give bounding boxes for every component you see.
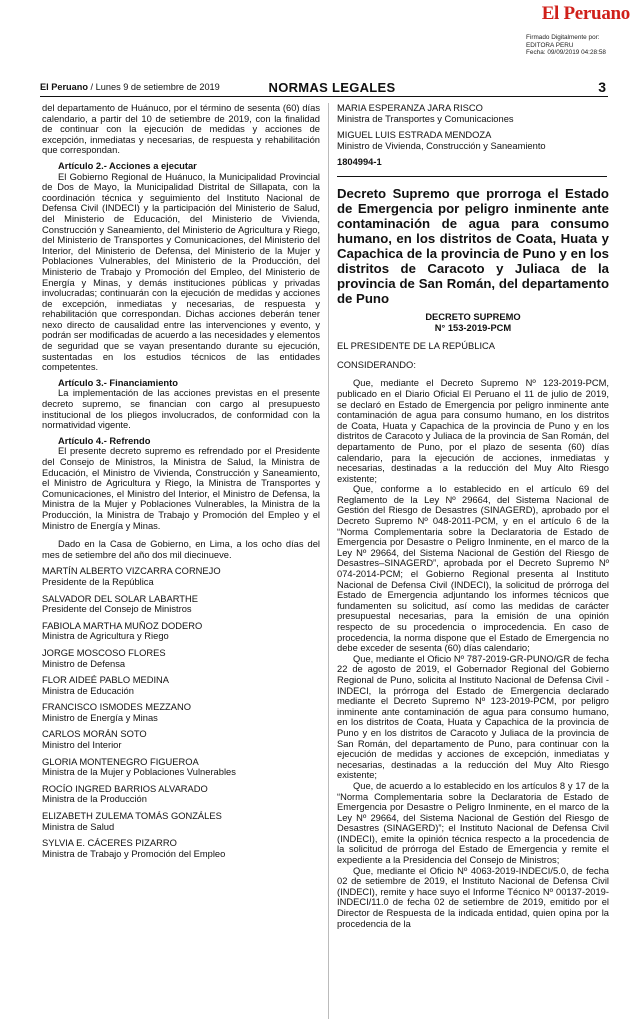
signatory-role: Presidente del Consejo de Ministros <box>42 604 192 615</box>
decree-number: N° 153-2019-PCM <box>434 322 512 333</box>
signatory <box>42 702 320 723</box>
signatory <box>42 648 320 669</box>
signatory-name: MARTÍN ALBERTO VIZCARRA CORNEJO <box>42 566 221 577</box>
signatory-role: Ministra de la Producción <box>42 794 147 805</box>
signatory-role: Ministra de Trabajo y Promoción del Empleo <box>42 848 226 859</box>
signatory-role: Ministro de Vivienda, Construcción y Saneamiento <box>337 140 546 151</box>
signatory-role: Ministra de Salud <box>42 821 115 832</box>
signatory-role: Ministra de la Mujer y Poblaciones Vulnerables <box>42 767 236 778</box>
signature-line-2: EDITORA PERU <box>526 41 574 49</box>
digital-signature-stamp <box>526 34 606 57</box>
signatory-role: Ministra de Agricultura y Riego <box>42 631 169 642</box>
paragraph: El presente decreto supremo es refrendado por el Presidente del Consejo de Ministros, la Ministra de Salud, la Ministra de Educación, el Ministro de Vivienda, Construcción y Saneamiento, el Ministro de Agricultura y Riego, la Ministra de Transportes y Comunicaciones, el Ministro del Interior, el Ministro de Defensa, la Ministra de la Mujer y Poblaciones Vulnerables, la Ministra de la Producción, la Ministra de Trabajo y Promoción del Empleo y el Ministro de Energía y Minas. <box>42 446 320 531</box>
signatory-name: CARLOS MORÁN SOTO <box>42 729 147 740</box>
article-heading: Artículo 4.- Refrendo <box>58 435 151 446</box>
section-rule <box>337 176 607 177</box>
signatory <box>42 757 320 778</box>
signatory-role: Ministra de Educación <box>42 685 134 696</box>
signature-line-1: Firmado Digitalmente por: <box>526 34 600 41</box>
signatory-name: SYLVIA E. CÁCERES PIZARRO <box>42 838 177 849</box>
signatory-name: GLORIA MONTENEGRO FIGUEROA <box>42 756 199 767</box>
publication-logo: El Peruano <box>541 3 630 24</box>
header-date: / Lunes 9 de setiembre de 2019 <box>88 82 220 92</box>
document-code: 1804994-1 <box>337 157 382 168</box>
paragraph: Que, de acuerdo a lo establecido en los artículos 8 y 17 de la “Norma Complementaria sobre la Declaratoria de Estado de Emergencia por Desastre o Peligro Inminente, en el marco de la Ley Nº 29664, del Sistema Nacional de Gestión del Riesgo de Desastres (SINAGERD)”; el Instituto Nacional de Defensa Civil (INDECI), emite la opinión técnica respecto a la procedencia de la solicitud de prórroga del Estado de Emergencia y remite el expediente a la Presidencia del Consejo de Ministros; <box>337 780 609 866</box>
signatory-name: FRANCISCO ISMODES MEZZANO <box>42 702 191 713</box>
paragraph: Que, mediante el Oficio Nº 4063-2019-INDECI/5.0, de fecha 02 de setiembre de 2019, el Instituto Nacional de Defensa Civil (INDECI), remite y hace suyo el Informe Técnico Nº 00137-2019-INDECI/11.0 de fecha 02 de setiembre de 2019, emitido por el Director de Respuesta de la indicada entidad, quien opina por la procedencia de la <box>337 865 609 929</box>
signatory-role: Presidente de la República <box>42 576 154 587</box>
signatory <box>42 838 320 859</box>
decree-heading: DECRETO SUPREMO <box>425 311 521 322</box>
article-heading: Artículo 2.- Acciones a ejecutar <box>58 160 197 171</box>
right-column <box>337 103 609 1021</box>
signatory-role: Ministro de Energía y Minas <box>42 712 158 723</box>
signatory-name: JORGE MOSCOSO FLORES <box>42 647 166 658</box>
signatory-role: Ministro de Defensa <box>42 658 126 669</box>
signatory-name: MIGUEL LUIS ESTRADA MENDOZA <box>337 130 492 141</box>
signatory-role: Ministro del Interior <box>42 740 122 751</box>
page-header <box>40 78 608 97</box>
page-number: 3 <box>598 79 606 95</box>
signatory-name: SALVADOR DEL SOLAR LABARTHE <box>42 593 198 604</box>
signatory-role: Ministra de Transportes y Comunicaciones <box>337 113 514 124</box>
signatory <box>42 621 320 642</box>
signatory-name: FABIOLA MARTHA MUÑOZ DODERO <box>42 620 203 631</box>
signatory <box>337 103 609 124</box>
paragraph: El Gobierno Regional de Huánuco, la Municipalidad Provincial de Dos de Mayo, la Municipalidad Distrital de Sillapata, con la coordinación técnica y seguimiento del Instituto Nacional de Defensa Civil (INDECI) y la participación del Ministerio de Salud, del Ministerio de Educación, del Ministerio de Vivienda, Construcción y Saneamiento, del Ministerio de Agricultura y Riego, del Ministerio de Transportes y Comunicaciones, del Ministerio del Interior, del Ministerio de Defensa, del Ministerio de la Mujer y Poblaciones Vulnerables, del Ministerio de la Producción, del Ministerio de Trabajo y Promoción del Empleo, del Ministerio de Energía y Minas, y demás instituciones públicas y privadas involucradas; continuarán con la ejecución de medidas y acciones de excepción, inmediatas y necesarias, de respuesta y rehabilitación que correspondan. Dichas acciones deberán tener nexo directo de causalidad entre las intervenciones y evento, y podrán ser modificadas de acuerdo a las necesidades y elementos de seguridad que se vayan presentando durante su ejecución, sustentadas en los estudios técnicos de las entidades competentes. <box>42 171 320 373</box>
signatory-name: ELIZABETH ZULEMA TOMÁS GONZÁLES <box>42 811 222 822</box>
header-publication: El Peruano <box>40 82 88 92</box>
header-publication-date <box>40 82 270 92</box>
signatory <box>42 675 320 696</box>
signatory <box>42 784 320 805</box>
signatory <box>42 729 320 750</box>
paragraph: Dado en la Casa de Gobierno, en Lima, a los ocho días del mes de setiembre del año dos mil diecinueve. <box>42 539 320 560</box>
header-section: NORMAS LEGALES <box>268 79 396 95</box>
signatory <box>42 566 320 587</box>
left-column <box>42 103 320 1021</box>
signatory <box>337 130 609 151</box>
signatory-name: FLOR AIDEÉ PABLO MEDINA <box>42 675 170 686</box>
signature-line-3: Fecha: 09/09/2019 04:28:58 <box>526 49 606 57</box>
president-line: EL PRESIDENTE DE LA REPÚBLICA <box>337 341 496 352</box>
decree-title: Decreto Supremo que prorroga el Estado de Emergencia por peligro inminente ante contaminación de agua para consumo humano, en los distritos de Coata, Huata y Capachica de la provincia de Puno y en los distritos de Caracoto y Juliaca de la provincia de San Román, del departamento de Puno <box>337 185 609 306</box>
signatory <box>42 594 320 615</box>
considerando-heading: CONSIDERANDO: <box>337 359 416 370</box>
paragraph: Que, mediante el Decreto Supremo Nº 123-2019-PCM, publicado en el Diario Oficial El Peruano el 11 de julio de 2019, se declaró en Estado de Emergencia por peligro inminente ante contaminación de agua para consumo humano, en los distritos de Coata, Huata y Capachica de la provincia de Puno y en los distritos de Caracoto y Juliaca de la provincia de San Román, del departamento de Puno, por el plazo de sesenta (60) días calendario, para la ejecución de acciones, inmediatas y necesarias, destinadas a la reducción del Muy Alto Riesgo existente; <box>337 378 609 484</box>
signatory <box>42 811 320 832</box>
paragraph: La implementación de las acciones previstas en el presente decreto supremo, se financian con cargo al presupuesto institucional de los pliegos involucrados, de conformidad con la normatividad vigente. <box>42 388 320 431</box>
paragraph: del departamento de Huánuco, por el término de sesenta (60) días calendario, a partir del 10 de setiembre de 2019, con la finalidad de continuar con la ejecución de medidas y acciones de excepción, inmediatas y necesarias, de respuesta y rehabilitación que correspondan. <box>42 103 320 156</box>
column-divider <box>328 103 329 1019</box>
signatory-name: ROCÍO INGRED BARRIOS ALVARADO <box>42 783 208 794</box>
signatory-name: MARIA ESPERANZA JARA RISCO <box>337 103 483 113</box>
article-heading: Artículo 3.- Financiamiento <box>58 377 178 388</box>
paragraph: Que, mediante el Oficio Nº 787-2019-GR-PUNO/GR de fecha 22 de agosto de 2019, el Gobernador Regional del Gobierno Regional de Puno, solicita al Instituto Nacional de Defensa Civil - INDECI, la prórroga del Estado de Emergencia declarado mediante el Decreto Supremo Nº 123-2019-PCM, por peligro inminente ante contaminación de agua para consumo humano, en los distritos de Coata, Huata y Capachica de la provincia de Puno y en los distritos de Caracoto y Juliaca de la provincia de San Román, del departamento de Puno, para continuar con la ejecución de medidas y acciones de excepción, inmediatas y necesarias, destinadas a la reducción del Muy Alto Riesgo existente; <box>337 653 609 781</box>
paragraph: Que, conforme a lo establecido en el artículo 69 del Reglamento de la Ley Nº 29664, del Sistema Nacional de Gestión del Riesgo de Desastres (SINAGERD), aprobado por el Decreto Supremo Nº 048-2011-PCM, y en el artículo 6 de la “Norma Complementaria sobre la Declaratoria de Estado de Emergencia por Desastre o Peligro Inminente, en el marco de la Ley Nº 29664, del Sistema Nacional de Gestión del Riesgo de Desastres–SINAGERD”, aprobada por el Decreto Supremo Nº 074-2014-PCM; el Gobierno Regional presenta al Instituto Nacional de Defensa Civil (INDECI), la solicitud de prórroga del Estado de Emergencia adjuntando los informes técnicos que fundamenten su solicitud, así como las medidas de carácter presupuestal necesarias, para la emisión de una opinión respecto de su procedencia o improcedencia. En caso de procedencia, la norma dispone que el Estado de Emergencia no debe exceder de sesenta (60) días calendario; <box>337 484 609 654</box>
